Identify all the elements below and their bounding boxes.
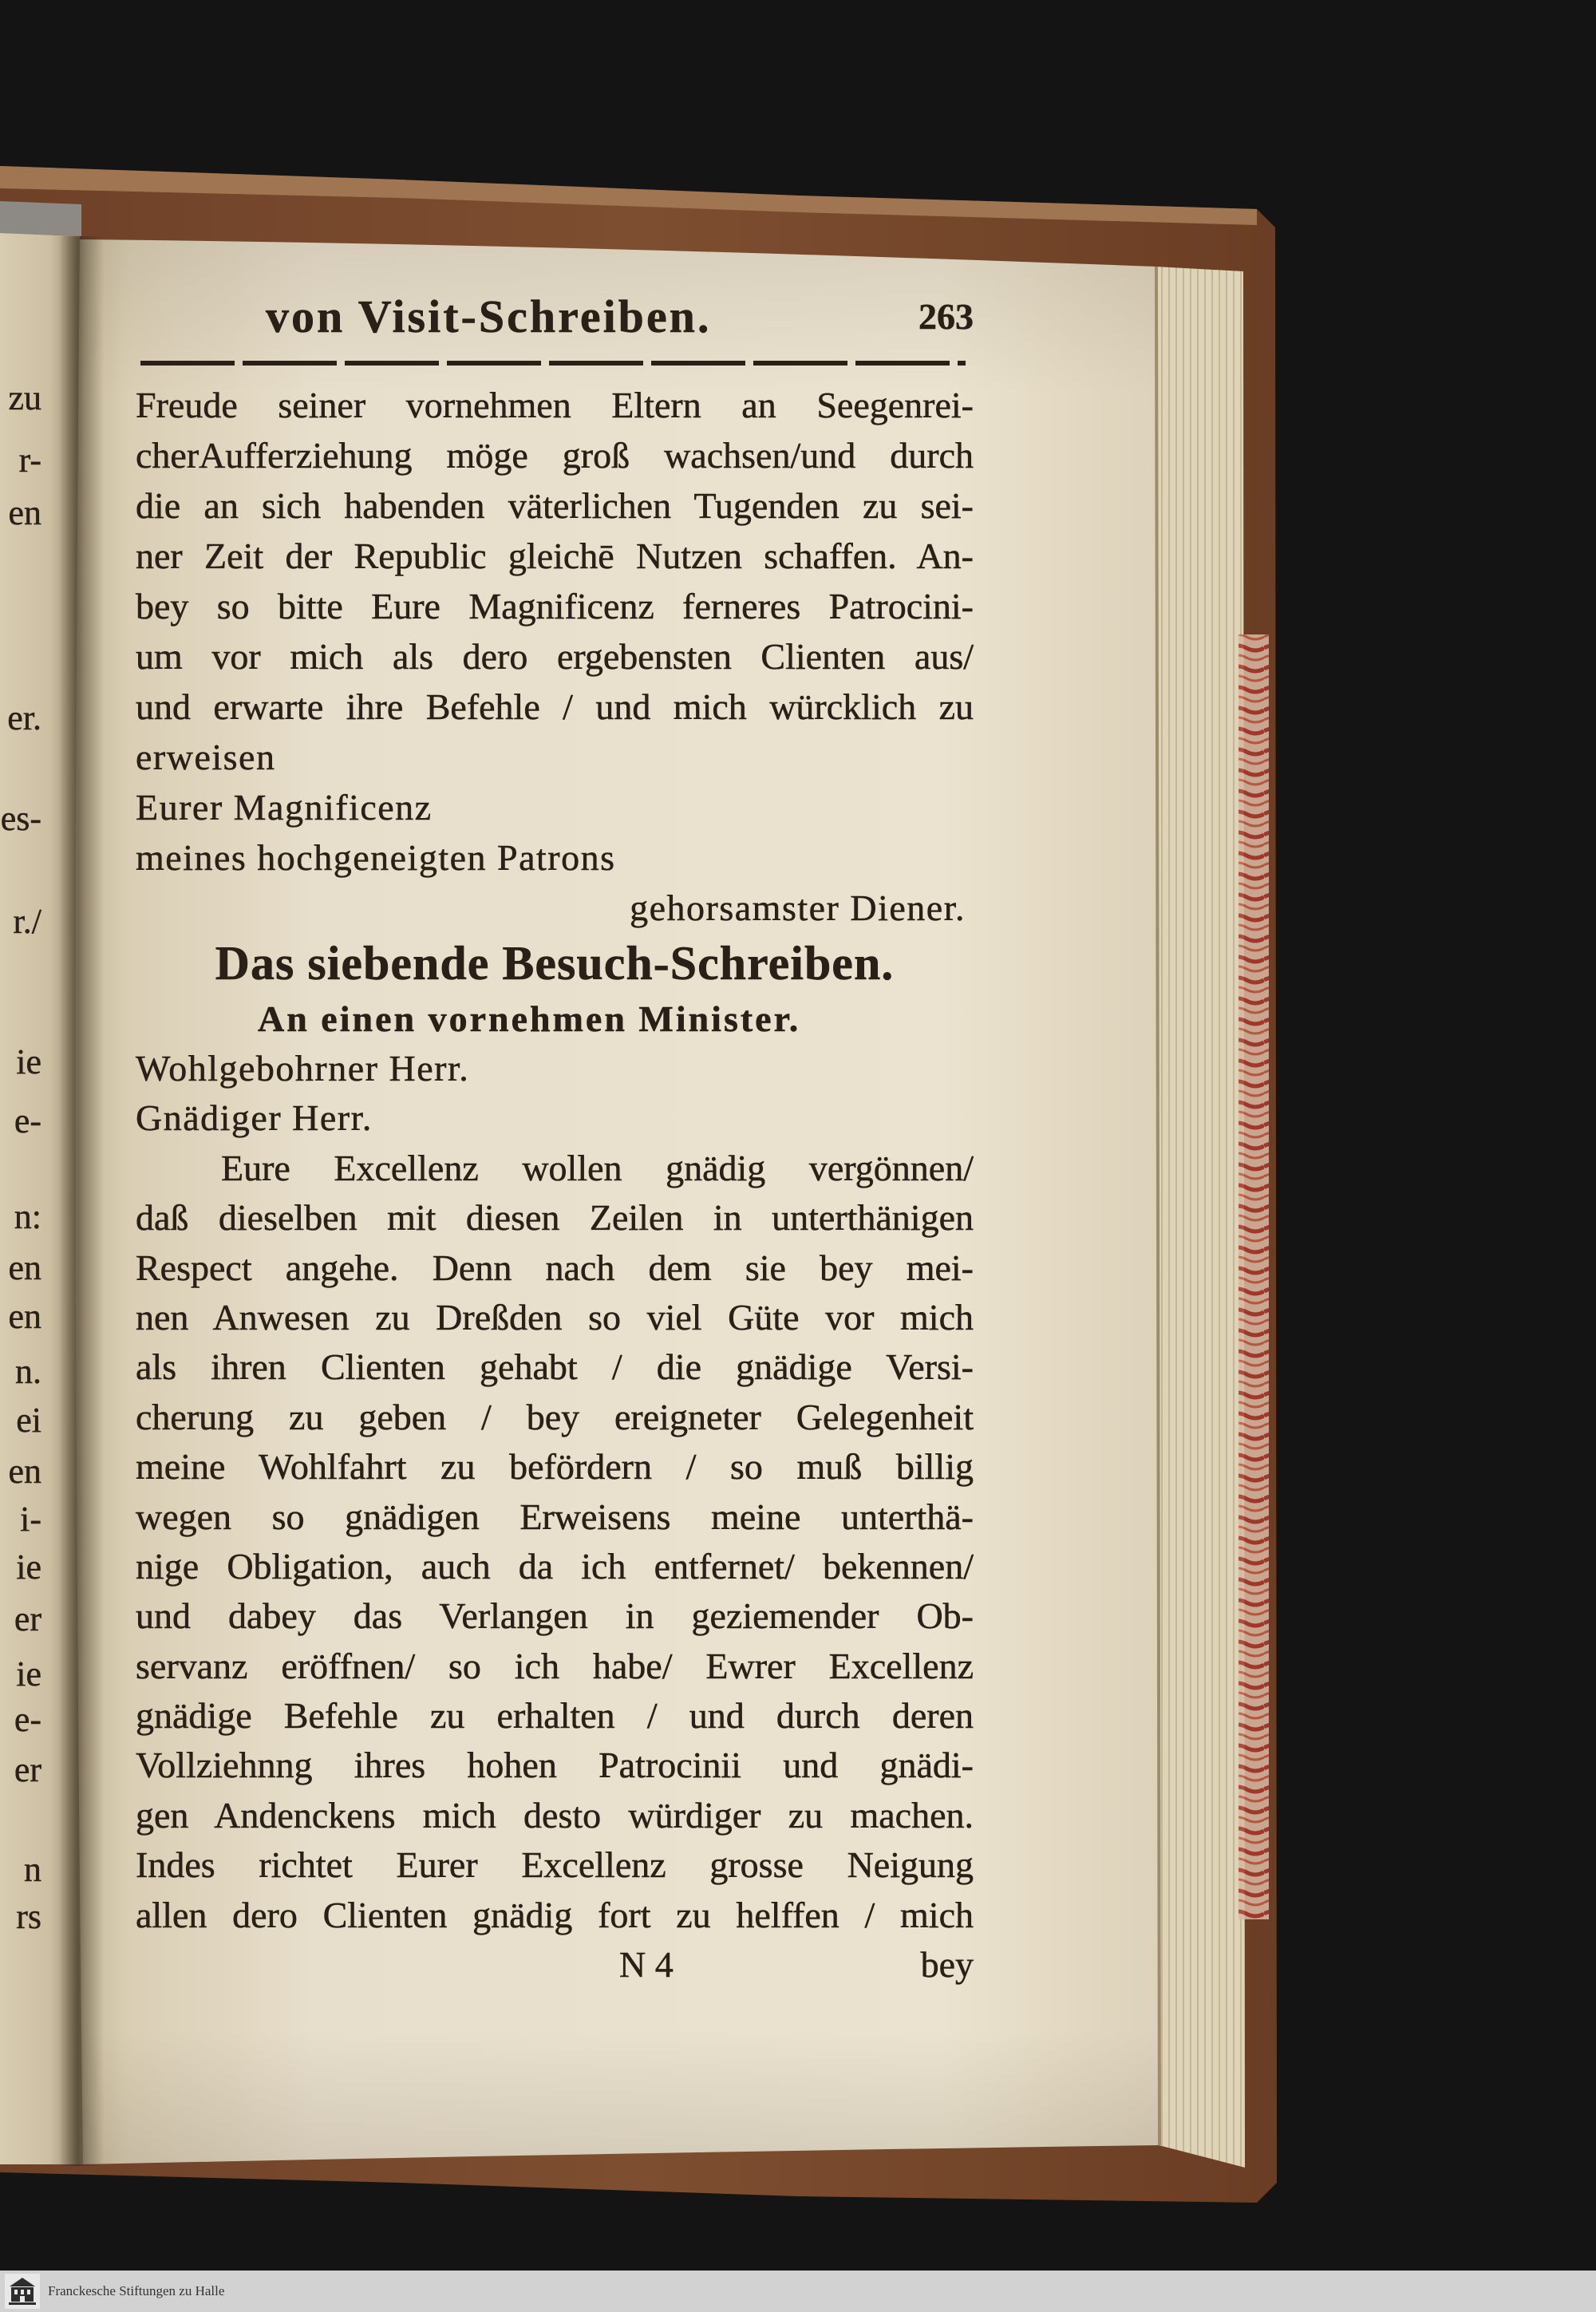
salutation: Wohlgebohrner Herr. <box>136 1048 470 1089</box>
letter-heading: Das siebende Besuch-Schreiben. <box>215 937 895 990</box>
signature-mark: N 4 <box>619 1944 674 1986</box>
previous-page-fragment: en <box>8 1297 41 1336</box>
previous-page-fragment: er <box>14 1750 41 1789</box>
institution-name: Franckesche Stiftungen zu Halle <box>48 2283 225 2298</box>
text-line: nige Obligation, auch da ich entfernet/ bekennen/ <box>136 1545 974 1587</box>
running-head <box>136 289 974 345</box>
previous-page-fragment: ie <box>16 1042 41 1081</box>
text-line: servanz eröffnen/ so ich habe/ Ewrer Excellenz <box>136 1645 974 1686</box>
previous-page-fragment: n. <box>15 1352 41 1391</box>
signature-line: gehorsamster Diener. <box>630 887 966 928</box>
institution-seal-icon <box>5 2274 40 2309</box>
previous-page-fragment: en <box>8 1248 41 1287</box>
text-line: Eure Excellenz wollen gnädig vergönnen/ <box>221 1147 974 1188</box>
text-line: gen Andenckens mich desto würdiger zu machen. <box>136 1794 974 1836</box>
previous-page-fragment: ie <box>16 1547 41 1587</box>
previous-page-margin <box>0 0 45 2203</box>
text-line: die an sich habenden väterlichen Tugenden zu sei- <box>136 485 974 526</box>
text-line: bey so bitte Eure Magnificenz ferneres Patrocini- <box>136 586 974 626</box>
text-line: als ihren Clienten gehabt / die gnädige Versi- <box>136 1346 974 1388</box>
page-number: 263 <box>918 296 974 337</box>
closing-line: erweisen <box>136 737 276 777</box>
text-line: daß dieselben mit diesen Zeilen in unterthänigen <box>136 1197 974 1239</box>
page-text <box>136 380 974 1990</box>
previous-page-fragment: n <box>24 1850 41 1889</box>
previous-page-fragment: en <box>8 1452 41 1491</box>
text-line: wegen so gnädigen Erweisens meine unterthä- <box>136 1496 974 1537</box>
page-foot <box>136 1940 974 1990</box>
gutter-shadow <box>59 236 104 2166</box>
previous-page-fragment: ie <box>16 1654 41 1693</box>
previous-page-fragment: er. <box>7 698 41 737</box>
previous-page-fragment: e- <box>14 1101 41 1140</box>
previous-page-fragment: n: <box>14 1197 41 1236</box>
previous-page-fragment: rs <box>16 1897 41 1936</box>
previous-page-fragment: ei <box>16 1401 41 1440</box>
previous-page-fragment: er <box>14 1599 41 1638</box>
previous-page-fragment: r- <box>18 441 41 480</box>
previous-page-fragment: e- <box>14 1700 41 1739</box>
complimentary-close-line: meines hochgeneigten Patrons <box>136 837 616 878</box>
page-fore-edge <box>1156 267 1245 2168</box>
text-line: Indes richtet Eurer Excellenz grosse Neigung <box>136 1844 974 1886</box>
text-line: Freude seiner vornehmen Eltern an Seegenrei- <box>136 385 974 425</box>
salutation: Gnädiger Herr. <box>136 1097 373 1139</box>
text-line: Vollziehnng ihres hohen Patrocinii und gnädi- <box>136 1745 974 1786</box>
catchword: bey <box>920 1944 974 1986</box>
text-line: um vor mich als dero ergebensten Clienten aus/ <box>136 636 974 677</box>
text-line: allen dero Clienten gnädig fort zu helffen / mich <box>136 1894 974 1935</box>
text-line: ner Zeit der Republic gleichē Nutzen schaffen. An- <box>136 536 974 576</box>
head-rule <box>140 361 966 366</box>
previous-page-fragment: es- <box>0 799 41 838</box>
text-line: und erwarte ihre Befehle / und mich würcklich zu <box>136 686 974 727</box>
text-line: gnädige Befehle zu erhalten / und durch deren <box>136 1695 974 1737</box>
previous-page-fragment: zu <box>8 378 41 417</box>
text-line: und dabey das Verlangen in geziemender Ob- <box>136 1595 974 1637</box>
text-line: Respect angehe. Denn nach dem sie bey mei- <box>136 1247 974 1288</box>
previous-page-fragment: i- <box>20 1500 41 1539</box>
cover-marbling <box>1238 634 1269 1919</box>
text-line: cherAufferziehung möge groß wachsen/und durch <box>136 435 974 476</box>
complimentary-close-line: Eurer Magnificenz <box>136 787 433 828</box>
archive-bar <box>0 2271 1596 2312</box>
letter-addressee: An einen vornehmen Minister. <box>258 998 801 1039</box>
running-title: von Visit-Schreiben. <box>266 290 712 342</box>
previous-page-fragment: en <box>8 493 41 532</box>
text-line: nen Anwesen zu Dreßden so viel Güte vor mich <box>136 1296 974 1338</box>
text-line: cherung zu geben / bey ereigneter Gelegenheit <box>136 1396 974 1437</box>
text-line: meine Wohlfahrt zu befördern / so muß billig <box>136 1446 974 1488</box>
previous-page-fragment: r./ <box>13 902 41 941</box>
